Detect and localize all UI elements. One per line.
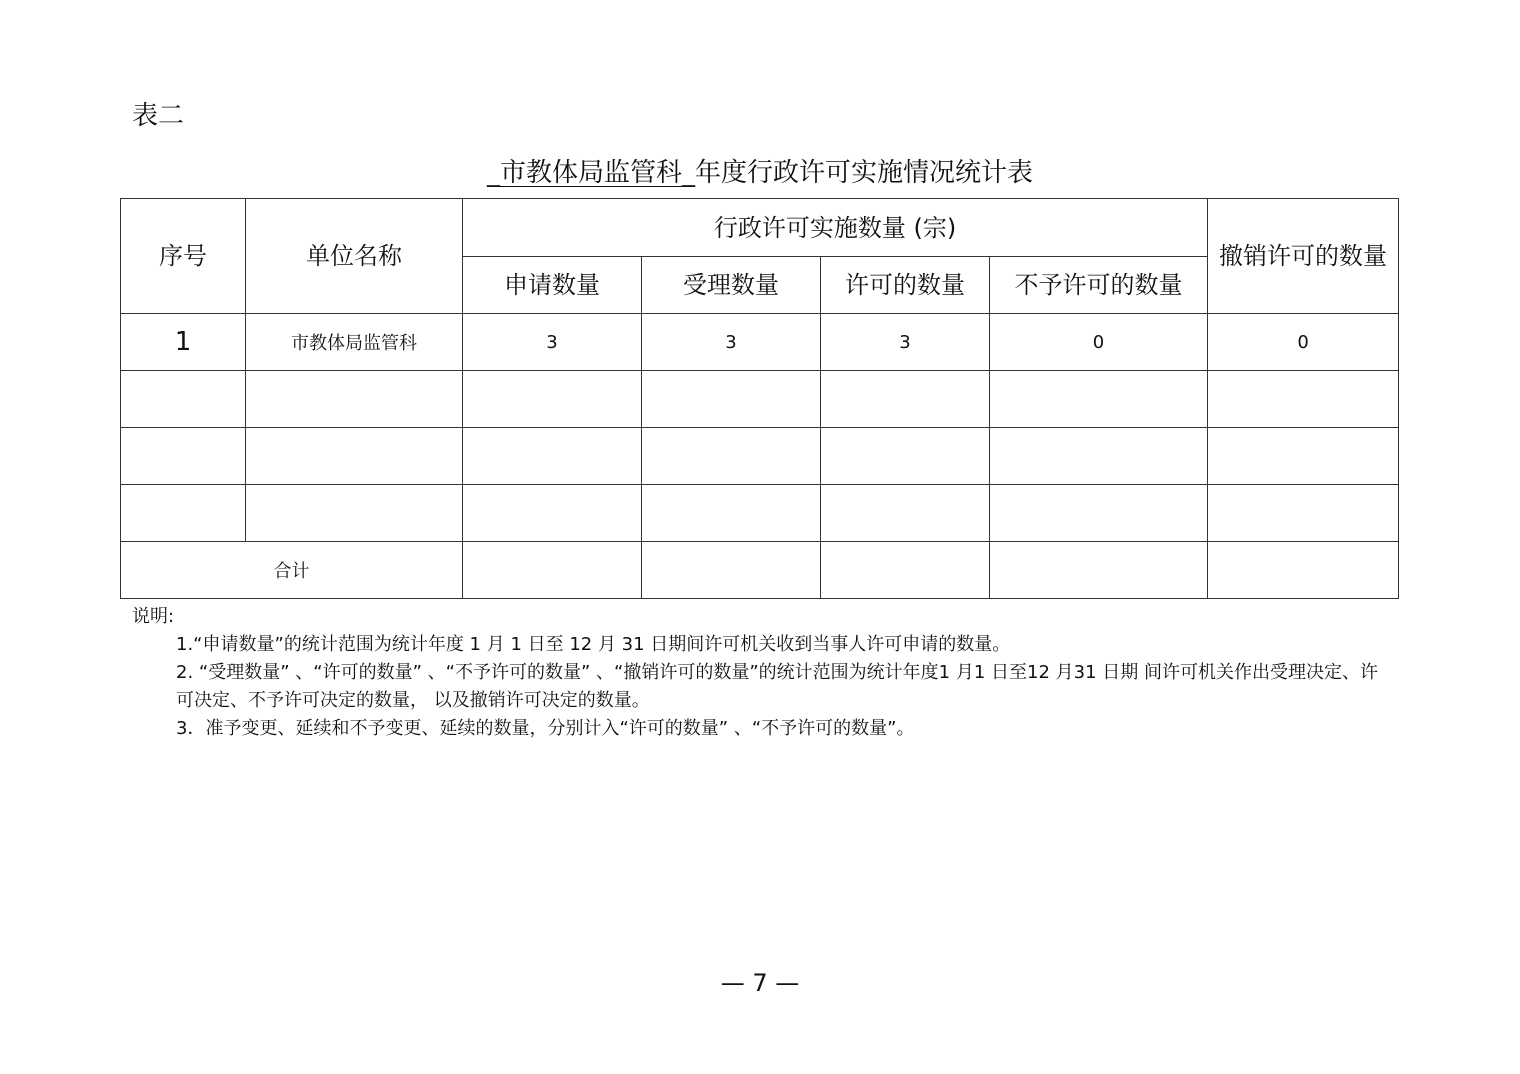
cell-apply-count — [463, 485, 642, 542]
total-deny-count — [990, 542, 1208, 599]
cell-deny-count: 0 — [990, 314, 1208, 371]
title-unit-name: _市教体局监管科_ — [486, 158, 695, 188]
header-seq: 序号 — [121, 199, 246, 314]
cell-accept-count — [642, 428, 821, 485]
header-permit-count-group: 行政许可实施数量 (宗) — [463, 199, 1208, 257]
cell-seq: 1 — [121, 314, 246, 371]
total-label: 合计 — [121, 542, 463, 599]
cell-accept-count — [642, 371, 821, 428]
header-accept-count: 受理数量 — [642, 257, 821, 314]
cell-revoke-count — [1208, 485, 1399, 542]
header-apply-count: 申请数量 — [463, 257, 642, 314]
total-permit-count — [821, 542, 990, 599]
header-permit-count: 许可的数量 — [821, 257, 990, 314]
cell-seq — [121, 485, 246, 542]
cell-unit-name — [246, 371, 463, 428]
cell-deny-count — [990, 371, 1208, 428]
table-row — [121, 428, 1399, 485]
total-apply-count — [463, 542, 642, 599]
document-title — [0, 154, 1520, 192]
cell-seq — [121, 428, 246, 485]
title-text: 年度行政许可实施情况统计表 — [695, 158, 1034, 188]
cell-unit-name: 市教体局监管科 — [246, 314, 463, 371]
cell-permit-count — [821, 371, 990, 428]
statistics-table — [120, 198, 1399, 599]
header-deny-count: 不予许可的数量 — [990, 257, 1208, 314]
cell-apply-count — [463, 371, 642, 428]
cell-seq — [121, 371, 246, 428]
cell-permit-count — [821, 485, 990, 542]
page-number: — 7 — — [720, 969, 800, 997]
header-unit-name: 单位名称 — [246, 199, 463, 314]
cell-accept-count: 3 — [642, 314, 821, 371]
cell-permit-count: 3 — [821, 314, 990, 371]
table-row — [121, 314, 1399, 371]
notes-title: 说明: — [132, 606, 175, 627]
table-label: 表二 — [132, 101, 185, 131]
header-revoke-count: 撤销许可的数量 — [1208, 199, 1399, 314]
note-item: 3．准予变更、延续和不予变更、延续的数量，分别计入“许可的数量” 、“不予许可的数量”。 — [176, 718, 915, 739]
cell-unit-name — [246, 485, 463, 542]
table-row — [121, 371, 1399, 428]
notes-section — [132, 603, 1392, 743]
total-accept-count — [642, 542, 821, 599]
cell-deny-count — [990, 428, 1208, 485]
cell-revoke-count: 0 — [1208, 314, 1399, 371]
table-row — [121, 485, 1399, 542]
cell-apply-count — [463, 428, 642, 485]
note-item: 2. “受理数量” 、“许可的数量” 、“不予许可的数量” 、“撤销许可的数量”的统计范围为统计年度1 月1 日至12 月31 日期 间许可机关作出受理决定、许可决定、不予许可决定的数量， 以及撤销许可决定的数量。 — [176, 662, 1378, 711]
cell-deny-count — [990, 485, 1208, 542]
cell-permit-count — [821, 428, 990, 485]
cell-revoke-count — [1208, 371, 1399, 428]
cell-unit-name — [246, 428, 463, 485]
total-row — [121, 542, 1399, 599]
cell-apply-count: 3 — [463, 314, 642, 371]
note-item: 1.“申请数量”的统计范围为统计年度 1 月 1 日至 12 月 31 日期间许可机关收到当事人许可申请的数量。 — [176, 634, 1011, 655]
cell-revoke-count — [1208, 428, 1399, 485]
cell-accept-count — [642, 485, 821, 542]
total-revoke-count — [1208, 542, 1399, 599]
